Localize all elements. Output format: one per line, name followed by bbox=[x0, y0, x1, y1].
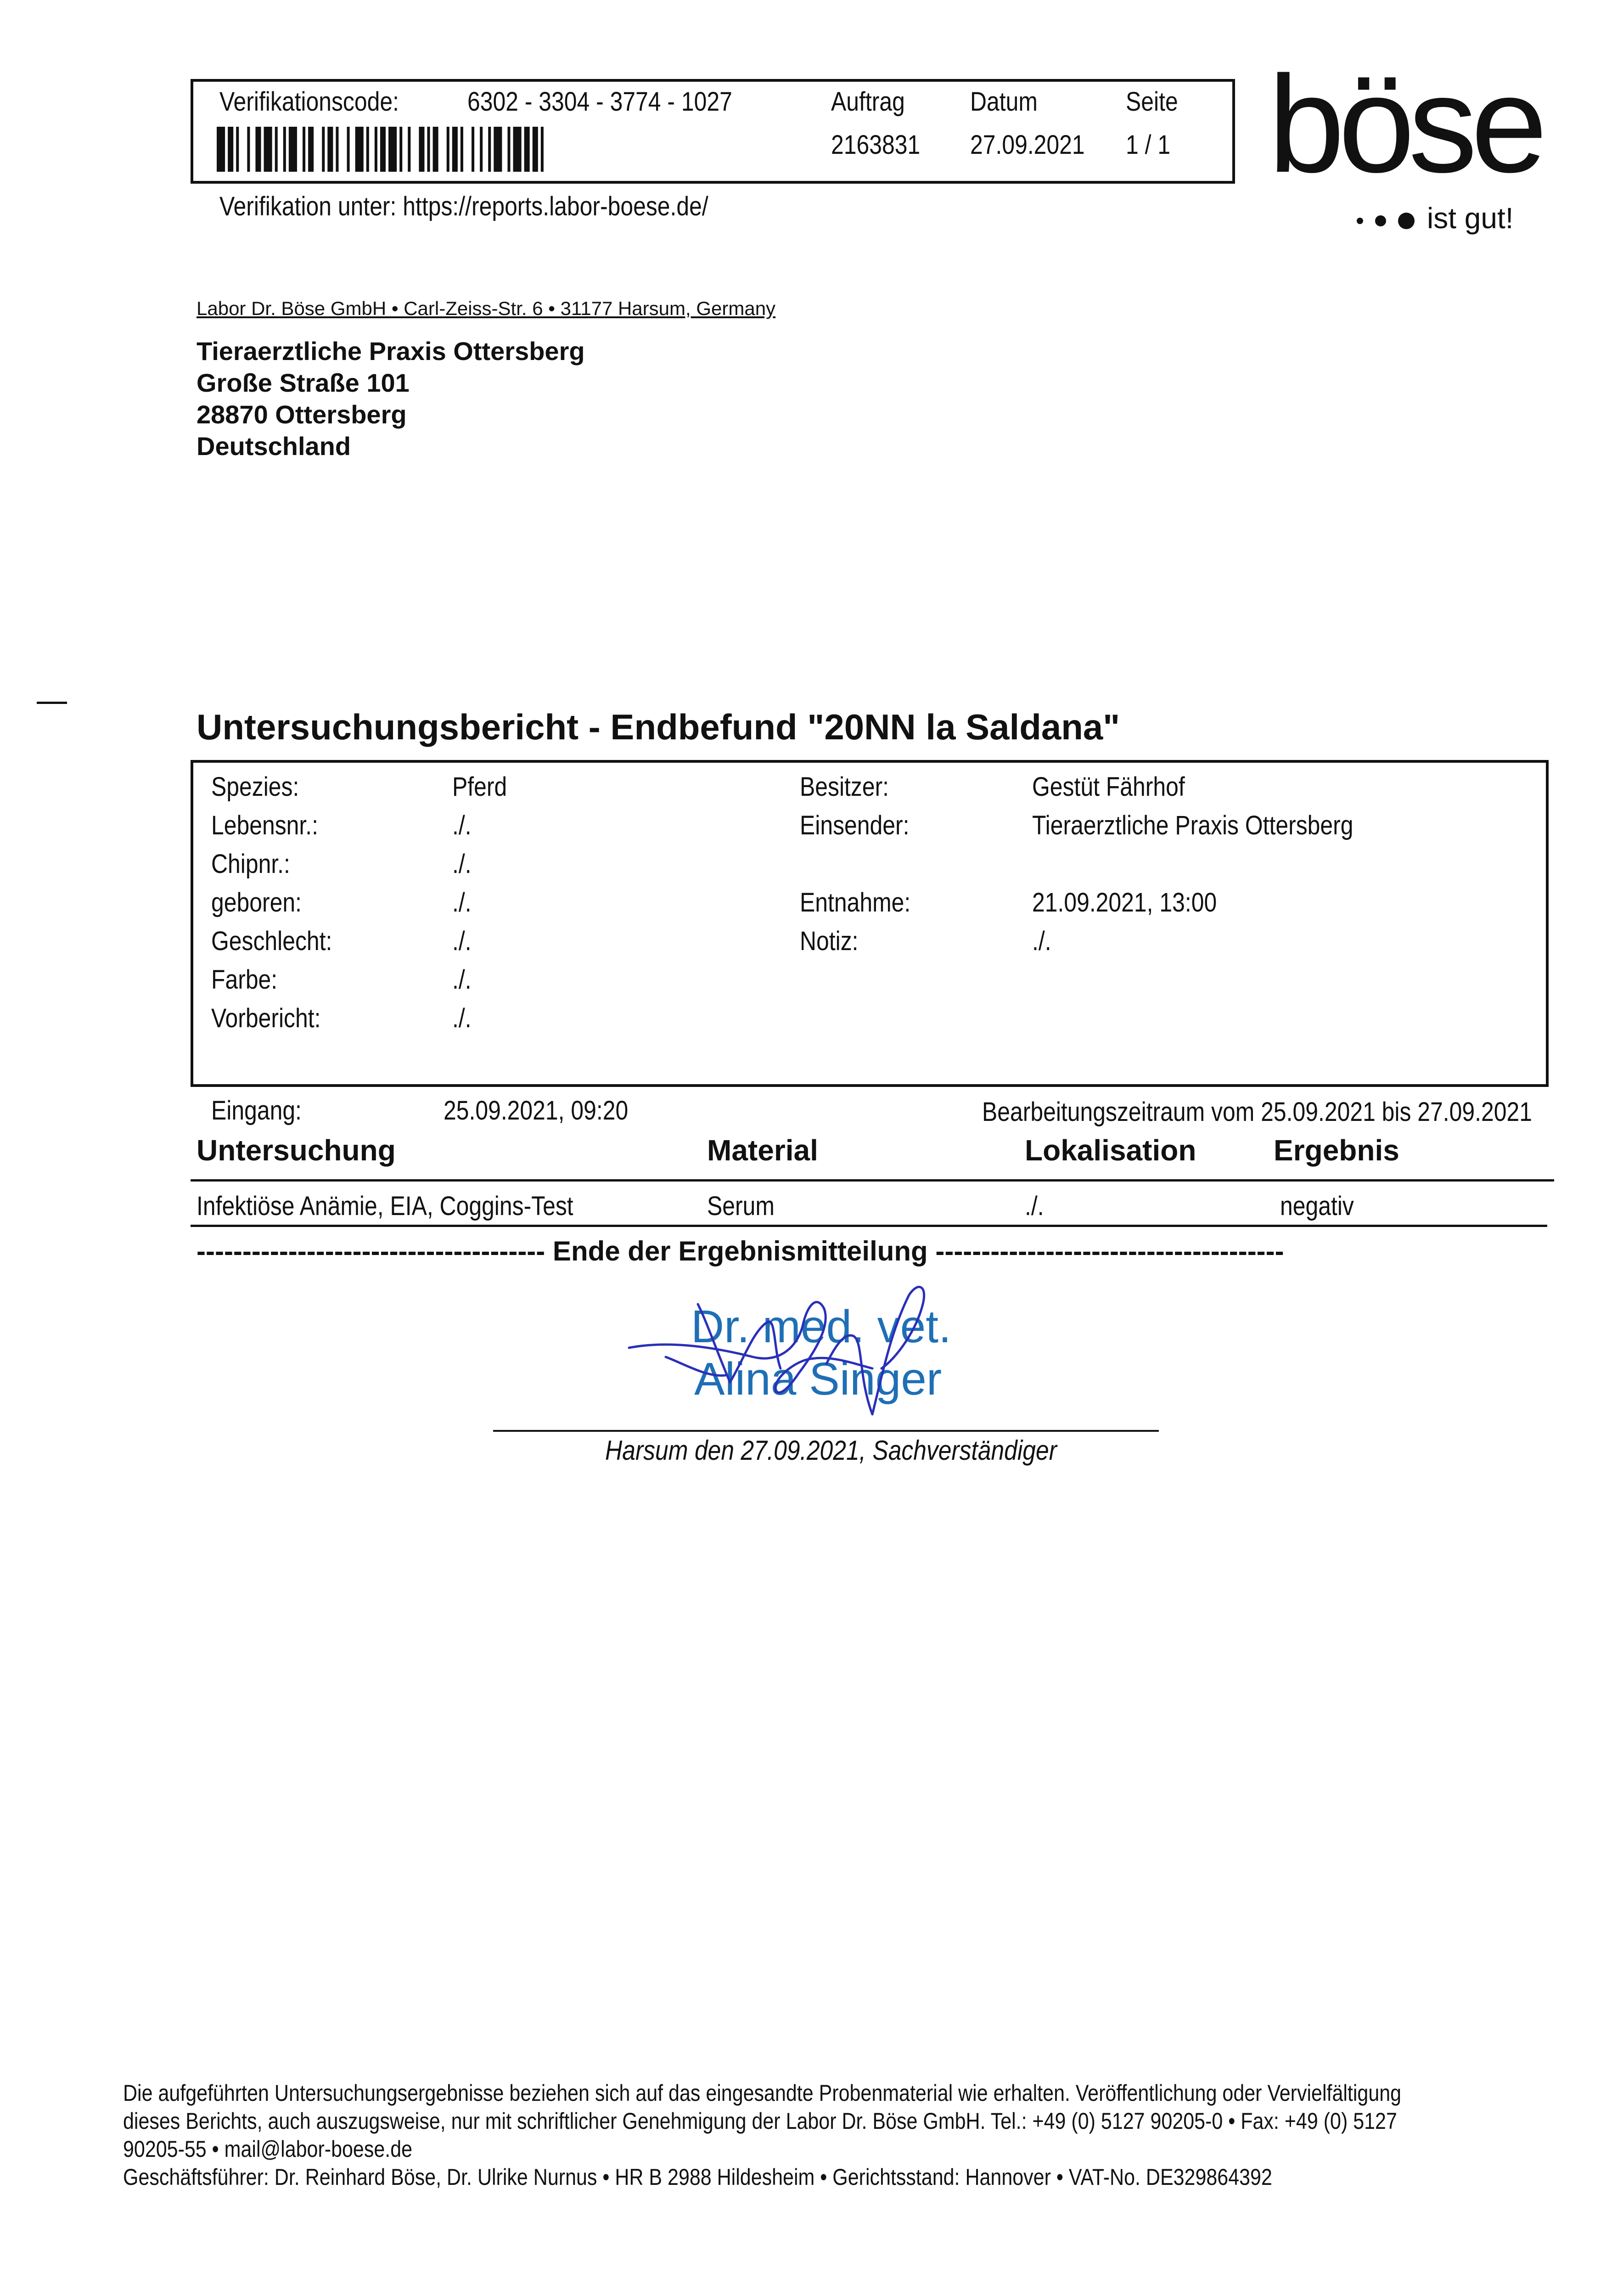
signature-line bbox=[493, 1430, 1159, 1432]
history-label: Vorbericht: bbox=[211, 1003, 321, 1033]
barcode-bar bbox=[480, 127, 483, 172]
date-label: Datum bbox=[970, 87, 1038, 117]
barcode-bar bbox=[380, 127, 386, 172]
recipient-street: Große Straße 101 bbox=[197, 368, 410, 397]
column-header-material: Material bbox=[707, 1134, 818, 1167]
barcode-bar bbox=[507, 127, 510, 172]
barcode-bar bbox=[366, 127, 369, 172]
end-of-results-line: -------------------------------------- Ende der Ergebnismitteilung -------------------------------------- bbox=[197, 1236, 1284, 1266]
handwritten-signature bbox=[615, 1277, 983, 1433]
life-number-label: Lebensnr.: bbox=[211, 810, 318, 840]
barcode-bar bbox=[236, 127, 239, 172]
barcode-bar bbox=[472, 127, 474, 172]
birth-label: geboren: bbox=[211, 888, 302, 917]
barcode-bar bbox=[452, 127, 458, 172]
submitter-label: Einsender: bbox=[800, 810, 910, 840]
footer-line-2: dieses Berichts, auch auszugsweise, nur mit schriftlicher Genehmigung der Labor Dr. Böse GmbH. Tel.: +49 (0) 5127 90205-0 • Fax: +49 (0) 5127 bbox=[123, 2108, 1397, 2134]
barcode-bar bbox=[283, 127, 286, 172]
chip-number-label: Chipnr.: bbox=[211, 849, 290, 879]
barcode-bar bbox=[488, 127, 491, 172]
barcode-bar bbox=[255, 127, 261, 172]
owner-label: Besitzer: bbox=[800, 772, 889, 802]
barcode-bar bbox=[275, 127, 278, 172]
logo-tagline: ist gut! bbox=[1427, 202, 1514, 235]
signature-caption: Harsum den 27.09.2021, Sachverständiger bbox=[605, 1435, 1057, 1466]
barcode-bar bbox=[533, 127, 538, 172]
barcode-bar bbox=[336, 127, 338, 172]
column-header-location: Lokalisation bbox=[1025, 1134, 1196, 1167]
barcode-bar bbox=[427, 127, 430, 172]
barcode-bar bbox=[388, 127, 397, 172]
verification-url: Verifikation unter: https://reports.labor-boese.de/ bbox=[219, 191, 708, 221]
order-label: Auftrag bbox=[831, 87, 905, 117]
barcode-bar bbox=[513, 127, 522, 172]
barcode-bar bbox=[419, 127, 424, 172]
species-label: Spezies: bbox=[211, 772, 299, 802]
sampling-label: Entnahme: bbox=[800, 888, 911, 917]
report-title: Untersuchungsbericht - Endbefund "20NN la Saldana" bbox=[197, 707, 1120, 747]
verification-label: Verifikationscode: bbox=[219, 87, 399, 117]
table-bottom-rule bbox=[191, 1225, 1547, 1227]
sex-value: ./. bbox=[452, 926, 472, 956]
barcode-bar bbox=[461, 127, 463, 172]
recipient-address bbox=[197, 335, 585, 462]
barcode-bar bbox=[308, 127, 314, 172]
page-label: Seite bbox=[1126, 87, 1178, 117]
chip-number-value: ./. bbox=[452, 849, 472, 879]
barcode-bar bbox=[447, 127, 449, 172]
stamp-name: Alina Singer bbox=[694, 1353, 942, 1405]
sex-label: Geschlecht: bbox=[211, 926, 332, 956]
receipt-value: 25.09.2021, 09:20 bbox=[444, 1096, 629, 1125]
barcode-bar bbox=[228, 127, 233, 172]
footer-text bbox=[123, 2079, 1401, 2191]
barcode-bar bbox=[347, 127, 350, 172]
order-number: 2163831 bbox=[831, 130, 921, 160]
footer-line-1: Die aufgeführten Untersuchungsergebnisse beziehen sich auf das eingesandte Probenmaterial wie erhalten. Veröffentlichung oder Vervielfältigung bbox=[123, 2080, 1402, 2106]
fold-mark bbox=[37, 702, 67, 704]
recipient-country: Deutschland bbox=[197, 432, 351, 461]
barcode-bar bbox=[541, 127, 544, 172]
sender-address-line: Labor Dr. Böse GmbH • Carl-Zeiss-Str. 6 • 31177 Harsum, Germany bbox=[197, 298, 776, 319]
table-header-rule bbox=[191, 1179, 1554, 1182]
boese-logo: böse bbox=[1268, 47, 1541, 201]
barcode bbox=[217, 127, 552, 172]
barcode-bar bbox=[399, 127, 402, 172]
barcode-bar bbox=[375, 127, 377, 172]
life-number-value: ./. bbox=[452, 810, 472, 840]
page-number: 1 / 1 bbox=[1126, 130, 1171, 160]
species-value: Pferd bbox=[452, 772, 507, 802]
material-value: Serum bbox=[707, 1191, 775, 1221]
barcode-bar bbox=[327, 127, 333, 172]
barcode-bar bbox=[355, 127, 364, 172]
submitter-value: Tieraerztliche Praxis Ottersberg bbox=[1032, 810, 1353, 840]
result-value: negativ bbox=[1280, 1191, 1354, 1221]
barcode-bar bbox=[433, 127, 438, 172]
barcode-bar bbox=[264, 127, 272, 172]
column-header-result: Ergebnis bbox=[1274, 1134, 1399, 1167]
note-label: Notiz: bbox=[800, 926, 859, 956]
date-value: 27.09.2021 bbox=[970, 130, 1085, 160]
footer-line-4: Geschäftsführer: Dr. Reinhard Böse, Dr. Ulrike Nurnus • HR B 2988 Hildesheim • Gerichtsstand: Hannover • VAT-No. DE329864392 bbox=[123, 2164, 1272, 2190]
birth-value: ./. bbox=[452, 888, 472, 917]
barcode-bar bbox=[408, 127, 410, 172]
column-header-test: Untersuchung bbox=[197, 1134, 396, 1167]
stamp-title: Dr. med. vet. bbox=[691, 1301, 951, 1352]
barcode-bar bbox=[247, 127, 250, 172]
barcode-bar bbox=[217, 127, 225, 172]
sampling-value: 21.09.2021, 13:00 bbox=[1032, 888, 1217, 917]
receipt-label: Eingang: bbox=[211, 1096, 302, 1125]
note-value: ./. bbox=[1032, 926, 1051, 956]
owner-value: Gestüt Fährhof bbox=[1032, 772, 1185, 802]
barcode-bar bbox=[524, 127, 530, 172]
barcode-bar bbox=[494, 127, 502, 172]
recipient-city: 28870 Ottersberg bbox=[197, 400, 407, 429]
barcode-bar bbox=[303, 127, 305, 172]
history-value: ./. bbox=[452, 1003, 472, 1033]
color-label: Farbe: bbox=[211, 965, 278, 995]
color-value: ./. bbox=[452, 965, 472, 995]
test-name: Infektiöse Anämie, EIA, Coggins-Test bbox=[197, 1191, 573, 1221]
barcode-bar bbox=[322, 127, 325, 172]
verification-code: 6302 - 3304 - 3774 - 1027 bbox=[467, 87, 732, 117]
patient-info-box bbox=[191, 760, 1549, 1087]
location-value: ./. bbox=[1025, 1191, 1044, 1221]
processing-period: Bearbeitungszeitraum vom 25.09.2021 bis 27.09.2021 bbox=[982, 1097, 1532, 1127]
footer-line-3: 90205-55 • mail@labor-boese.de bbox=[123, 2136, 413, 2162]
recipient-name: Tieraerztliche Praxis Ottersberg bbox=[197, 337, 585, 366]
barcode-bar bbox=[289, 127, 297, 172]
